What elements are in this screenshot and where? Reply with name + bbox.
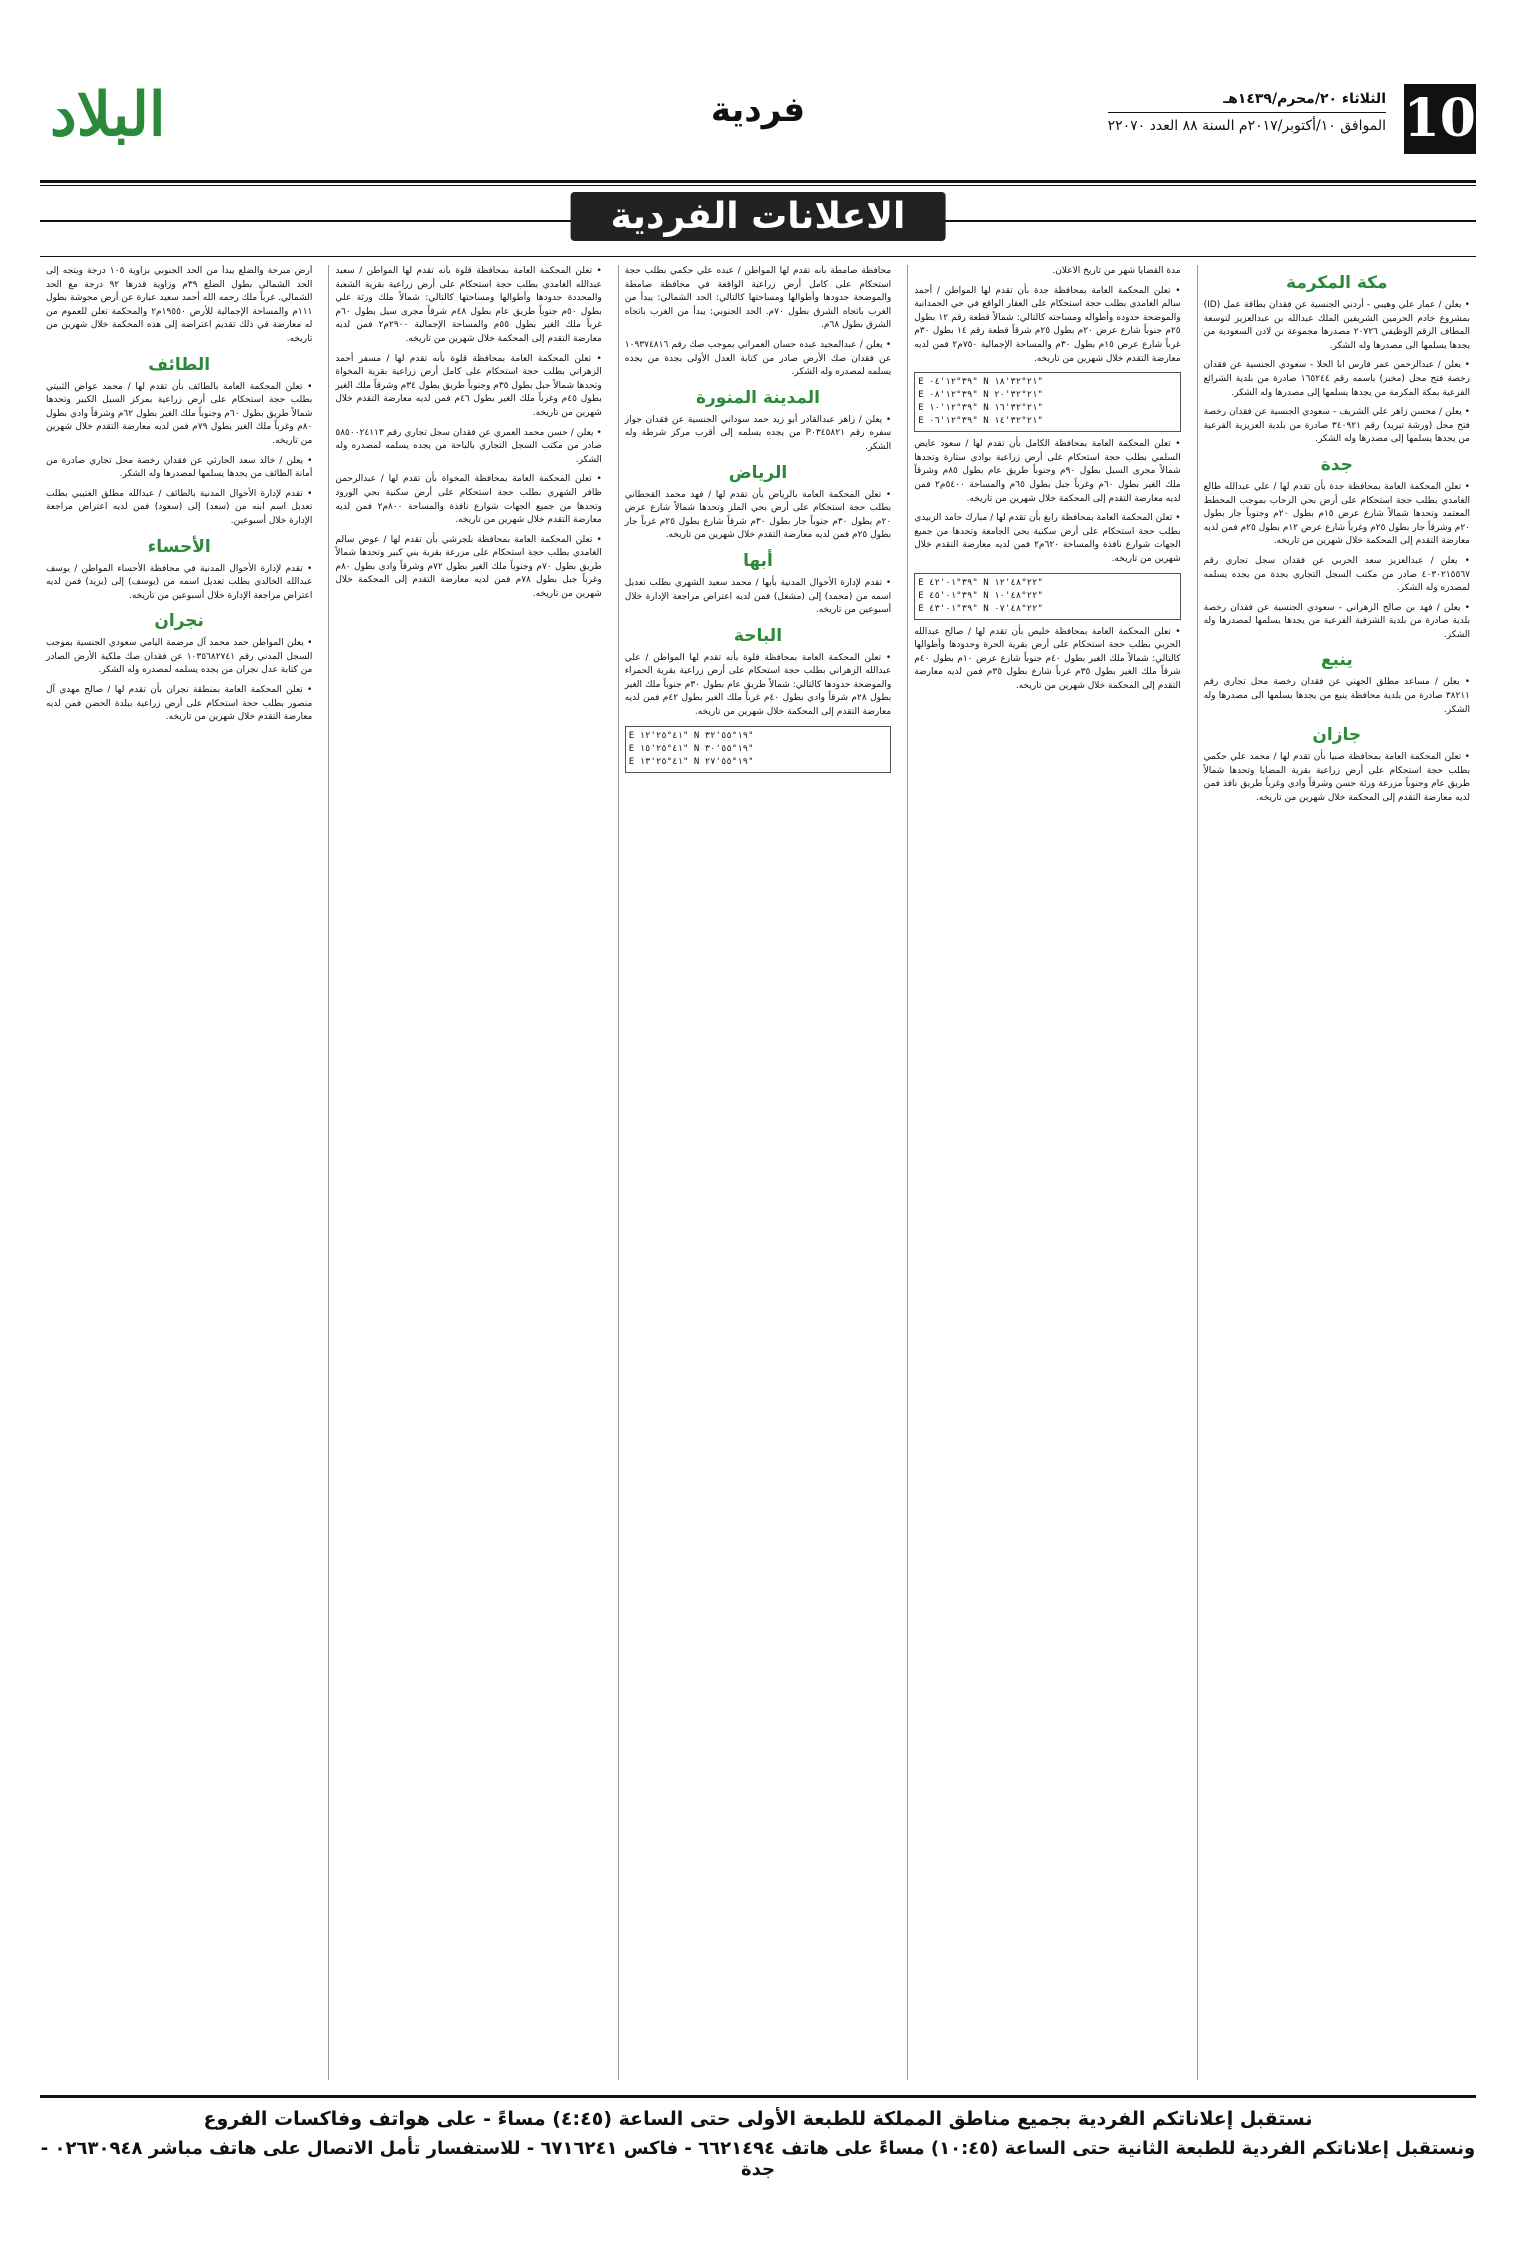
ad-paragraph: أرض مبرحة والضلع يبدأ من الحد الجنوبي بزاوية ١٠٥ درجة ويتجه إلى الحد الشمالي بطول الضلع ٣٩م وزاوية قدرها ٩٢ درجة مع الحد الشمالي. غرباً ملك رحمه الله أحمد سعيد عبارة عن أرض محوشة بطول ١١١م والمساحة الإجمالية للأرض ١٩٥٥٠م٢ والمحكمة تعلن للعموم من له معارضة في ذلك تقديم اعتراضه إلى هذه المحكمة خلال شهرين من تاريخه. bbox=[45, 266, 313, 344]
ad-paragraph: • تعلن المحكمة العامة بمحافظة خليص بأن تقدم لها / صالح عبدالله الحربي بطلب حجة استحكام على أرض بقرية الحرة وحدودها وأطوالها كالتالي: شمالاً ملك الغير بطول ٤٠م جنوباً شارع عرض ١٠م بطول ٤٠م شرقاً ملك الغير بطول ٣٥م غرباً شارع بطول ٣٥م فمن لديه معارضة التقدم إلى المحكمة خلال شهرين من تاريخه. bbox=[914, 626, 1181, 691]
coordinates-table: E ٣٩°١٢'٠٤" N ٢١°٣٢'١٨" E ٣٩°١٢'٠٨" N ٢١°٣٢'٢٠" E ٣٩°١٢'١٠" N ٢١°٣٢'١٦" E ٣٩°١٢'٠٦" N ٢١°٣٢'١٤" bbox=[914, 372, 1180, 432]
ad-paragraph: • تعلن المحكمة العامة بمحافظة جدة بأن تقدم لها / علي عبدالله طالع الغامدي بطلب حجة استحكام على أرض بحي الرحاب بموجب المخطط المعتمد وتحدها شمالاً شارع عرض ١٥م بطول ٢٠م وجنوباً جار بطول ٢٠م وشرقاً جار بطول ٢٥م وغرباً شارع عرض ١٢م بطول ٢٥م فمن لديه معارضة التقدم إلى المحكمة خلال شهرين من تاريخه. bbox=[1203, 481, 1470, 547]
newspaper-logo: البلاد bbox=[50, 80, 166, 150]
issue-date-hijri: الثلاثاء ٢٠/محرم/١٤٣٩هـ bbox=[1223, 91, 1386, 107]
ad-paragraph: • تعلن المحكمة العامة بمحافظة الكامل بأن تقدم لها / سعود عايض السلمي بطلب حجة استحكام على أرض زراعية بوادي ستارة وتحدها شمالاً مجرى السيل بطول ٩٠م وجنوباً طريق عام بطول ٨٥م وشرقاً ملك الغير بطول ٦٠م وغرباً جبل بطول ٦٥م والمساحة ٥٤٠٠م٢ فمن لديه معارضة التقدم إلى المحكمة خلال شهرين من تاريخه. bbox=[914, 439, 1181, 504]
ad-paragraph: • تقدم لإدارة الأحوال المدنية في محافظة الأحساء المواطن / يوسف عبدالله الخالدي بطلب تعديل اسمه من (يوسف) إلى (يزيد) فمن لديه اعتراض مراجعة الإدارة خلال أسبوعين من تاريخه. bbox=[45, 563, 313, 601]
city-heading: الأحساء bbox=[147, 536, 211, 557]
page-header bbox=[40, 70, 1476, 183]
city-heading: جازان bbox=[1312, 725, 1362, 746]
ad-paragraph: • تعلن المحكمة العامة بمحافظة رابغ بأن تقدم لها / مبارك حامد الزبيدي بطلب حجة استحكام على أرض سكنية بحي الجامعة وتحدها من جميع الجهات شوارع نافذة والمساحة ٦٢٠م٢ فمن لديه معارضة التقدم خلال شهرين من تاريخه. bbox=[914, 513, 1181, 564]
page-footer bbox=[40, 2095, 1476, 2180]
city-heading: الرياض bbox=[728, 462, 788, 483]
ad-paragraph: • تعلن المحكمة العامة بالطائف بأن تقدم لها / محمد عواض الثبيتي بطلب حجة استحكام على أرض زراعية بمركز السيل الكبير وتحدها شمالاً طريق بطول ٦٠م وجنوباً ملك الغير بطول ٦٢م وشرقاً وادي بطول ٨٠م وغرباً ملك الغير بطول ٧٩م فمن لديه معارضة التقدم خلال شهرين من تاريخه. bbox=[45, 381, 313, 446]
city-heading: الباحة bbox=[733, 625, 783, 646]
ad-paragraph: • تعلن المحكمة العامة بمحافظة قلوة بأنه تقدم لها المواطن / علي عبدالله الزهراني بطلب حجة استحكام على أرض زراعية بقرية الحمراء والموضحة حدودها كالتالي: شمالاً طريق عام بطول ٣٠م جنوباً ملك الغير بطول ٢٨م شرقاً وادي بطول ٤٠م غرباً ملك الغير بطول ٤٢م فمن لديه معارضة التقدم إلى المحكمة خلال شهرين من تاريخه. bbox=[624, 652, 892, 718]
city-heading: جدة bbox=[1320, 454, 1353, 475]
ad-paragraph: • تعلن المحكمة العامة بمحافظة جدة بأن تقدم لها المواطن / أحمد سالم الغامدي بطلب حجة استحكام على العقار الواقع في حي الحمدانية والموضحة حدوده وأطواله ومساحته كالتالي: شمالاً قطعة رقم ١٢ بطول ٢٥م جنوباً شارع عرض ٢٠م بطول ٢٥م شرقاً قطعة رقم ١٤ بطول ٣٠م غرباً شارع عرض ١٥م بطول ٣٠م والمساحة الإجمالية ٧٥٠م٢ فمن لديه معارضة التقدم خلال شهرين من تاريخه. bbox=[914, 285, 1181, 364]
ad-paragraph: • تعلن المحكمة العامة بمحافظة قلوة بأنه تقدم لها المواطن / سعيد عبدالله الغامدي بطلب حجة استحكام على أرض زراعية بقرية الشعبة والمحددة حدودها وأطوالها ومساحتها كالتالي: شمالاً ملك ورثة علي بطول ٥٠م جنوباً طريق عام بطول ٤٨م شرقاً مجرى سيل بطول ٦٠م غرباً ملك الغير بطول ٥٥م والمساحة الإجمالية ٢٩٠٠م٢ فمن لديه معارضة التقدم إلى المحكمة خلال شهرين من تاريخه. bbox=[335, 266, 602, 344]
ad-paragraph: • تعلن المحكمة العامة بمحافظة المخواة بأن تقدم لها / عبدالرحمن ظافر الشهري بطلب حجة استحكام على أرض سكنية بحي الورود وتحدها من جميع الجهات شوارع نافذة والمساحة ٨٠٠م٢ فمن لديه معارضة التقدم خلال شهرين من تاريخه. bbox=[335, 474, 602, 526]
city-heading: أبها bbox=[743, 550, 773, 571]
ad-paragraph: • يعلن / عبدالرحمن عمر فارس ابا الحلا - سعودي الجنسية عن فقدان رخصة فتح محل (مخبز) باسمه رقم ١٦٥٢٤٤ صادرة من بلدية الشرائع الفرعية بمكة المكرمة من يجدها يسلمها إلى مصدرها وله الشكر. bbox=[1203, 360, 1470, 398]
column-3 bbox=[618, 265, 897, 2080]
ad-paragraph: • يعلن / فهد بن صالح الزهراني - سعودي الجنسية عن فقدان رخصة بلدية صادرة من بلدية الشرفية الفرعية من يجدها يسلمها لمصدرها وله الشكر. bbox=[1203, 602, 1470, 640]
ad-paragraph: • يعلن / خالد سعد الحارثي عن فقدان رخصة محل تجاري صادرة من أمانة الطائف من يجدها يسلمها لمصدرها وله الشكر. bbox=[45, 455, 313, 480]
coordinates-table: E ٤١°٢٥'١٢" N ١٩°٥٥'٣٢" E ٤١°٢٥'١٥" N ١٩°٥٥'٣٠" E ٤١°٢٥'١٣" N ١٩°٥٥'٢٧" bbox=[625, 726, 891, 773]
ad-paragraph: • تعلن المحكمة العامة بمنطقة نجران بأن تقدم لها / صالح مهدي آل منصور بطلب حجة استحكام على أرض زراعية ببلدة الحضن فمن لديه معارضة التقدم خلال شهرين من تاريخه. bbox=[45, 685, 313, 723]
ad-paragraph: • يعلن / عبدالعزيز سعد الحربي عن فقدان سجل تجاري رقم ٤٠٣٠٢١٥٥٦٧ صادر من مكتب السجل التجاري بجدة من يجده يسلمه لمصدره وله الشكر. bbox=[1203, 555, 1470, 594]
column-4 bbox=[328, 265, 607, 2080]
ad-paragraph: • تعلن المحكمة العامة بمحافظة قلوة بأنه تقدم لها / مسفر أحمد الزهراني بطلب حجة استحكام على كامل أرض زراعية بقرية المخواة وتحدها شمالاً جبل بطول ٣٥م وجنوباً طريق بطول ٣٤م وشرقاً ملك الغير بطول ٤٥م وغرباً ملك الغير بطول ٤٦م فمن لديه معارضة التقدم خلال شهرين من تاريخه. bbox=[335, 353, 602, 418]
ad-paragraph: • تعلن المحكمة العامة بمحافظة بلجرشي بأن تقدم لها / عوض سالم الغامدي بطلب حجة استحكام على مزرعة بقرية بني كبير وتحدها شمالاً طريق بطول ٧٠م وجنوباً ملك الغير بطول ٧٢م وشرقاً وادي بطول ٨٠م وغرباً جبل بطول ٧٨م فمن لديه معارضة التقدم إلى المحكمة خلال شهرين من تاريخه. bbox=[335, 534, 602, 600]
column-5 bbox=[40, 265, 318, 2080]
ad-paragraph: • تقدم لإدارة الأحوال المدنية بأبها / محمد سعيد الشهري بطلب تعديل اسمه من (محمد) إلى (مشعل) فمن لديه اعتراض مراجعة الإدارة خلال أسبوعين من تاريخه. bbox=[624, 577, 892, 616]
ad-paragraph: • يعلن / زاهر عبدالقادر أبو زيد حمد سوداني الجنسية عن فقدان جواز سفره رقم P٠٣٤٥٨٢١ من يجده يسلمه إلى أقرب مركز شرطة وله الشكر. bbox=[624, 414, 892, 452]
ad-paragraph: مدة القضايا شهر من تاريخ الاعلان. bbox=[1052, 266, 1181, 276]
ad-paragraph: • تعلن المحكمة العامة بمحافظة صبيا بأن تقدم لها / محمد علي حكمي بطلب حجة استحكام على أرض زراعية بقرية المضايا وتحدها شمالاً طريق عام وجنوباً مزرعة ورثة حسن وشرقاً وادي وغرباً طريق نافذ فمن لديه معارضة التقدم إلى المحكمة خلال شهرين من تاريخه. bbox=[1203, 752, 1470, 804]
ad-paragraph: • يعلن / محسن زاهر علي الشريف - سعودي الجنسية عن فقدان رخصة فتح محل (ورشة تبريد) رقم ٣٤٠٩٢١ صادرة من بلدية العزيزية الفرعية من يجدها يسلمها إلى مصدرها وله الشكر. bbox=[1203, 407, 1470, 445]
ads-columns bbox=[40, 265, 1476, 2080]
ad-paragraph: • يعلن / عمار علي وهيبي - أردني الجنسية عن فقدان بطاقة عمل (ID) بمشروع خادم الحرمين الشريفين الملك عبدالله بن عبدالعزيز لتوسعة المطاف الرقم الوظيفي ٢٠٧٢٦ مصدرها مجموعة بن لادن السعودية من يجدها يسلمها الى مصدرها وله الشكر. bbox=[1203, 300, 1471, 351]
column-2 bbox=[907, 265, 1186, 2080]
ad-paragraph: • يعلن / مساعد مطلق الجهني عن فقدان رخصة محل تجاري رقم ٣٨٢١١ صادرة من بلدية محافظة ينبع من يجدها يسلمها الى مصدرها وله الشكر. bbox=[1203, 677, 1470, 715]
city-heading: نجران bbox=[154, 611, 204, 632]
city-heading: ينبع bbox=[1320, 650, 1353, 671]
city-heading: مكة المكرمة bbox=[1286, 273, 1388, 293]
column-1 bbox=[1197, 265, 1476, 2080]
ads-banner bbox=[40, 185, 1476, 257]
ad-paragraph: • يعلن / عبدالمجيد عبده حسان العمراني بموجب صك رقم ١٠٩٣٧٤٨١٦ عن فقدان صك الأرض صادر من كتابة العدل الأولى بجدة من يجده يسلمه لمصدره وله الشكر. bbox=[624, 339, 892, 378]
city-heading: الطائف bbox=[148, 354, 211, 375]
city-heading: المدينة المنورة bbox=[695, 387, 820, 408]
ad-paragraph: • يعلن / حسن محمد العمري عن فقدان سجل تجاري رقم ٥٨٥٠٠٢٤١١٣ صادر من مكتب السجل التجاري بالباحة من يجده يسلمه لمصدره وله الشكر. bbox=[335, 427, 602, 465]
ad-paragraph: • يعلن المواطن حمد محمد آل مرضمة اليامي سعودي الجنسية بموجب السجل المدني رقم ١٠٣٥٦٨٢٧٤١ عن فقدان صك ملكية الأرض الصادر من كتابة عدل نجران من يجده يسلمه لمصدره وله الشكر. bbox=[45, 638, 313, 676]
ad-paragraph: • تقدم لإدارة الأحوال المدنية بالطائف / عبدالله مطلق العتيبي بطلب تعديل اسم ابنه من (سعد) إلى (سعود) فمن لديه اعتراض مراجعة الإدارة خلال أسبوعين. bbox=[45, 488, 313, 526]
section-title: فردية bbox=[710, 90, 806, 130]
page-number: 10 bbox=[1404, 84, 1476, 154]
issue-date-gregorian: الموافق ١٠/أكتوبر/٢٠١٧م السنة ٨٨ العدد ٢٢٠٧٠ bbox=[1108, 112, 1386, 139]
ad-paragraph: محافظة صامطة بأنه تقدم لها المواطن / عبده علي حكمي بطلب حجة استحكام على كامل أرض زراعية الواقعة في محافظة صامطة والموضحة حدودها وأطوالها ومساحتها كالتالي: الحد الشمالي: يبدأ من الغرب باتجاه الشرق بطول ٧٠م. الحد الجنوبي: يبدأ من الغرب باتجاه الشرق بطول ٦٨م. bbox=[624, 266, 892, 331]
footer-line-2: ونستقبل إعلاناتكم الفردية للطبعة الثانية حتى الساعة (١٠:٤٥) مساءً على هاتف ٦٦٢١٤٩٤ - فاكس ٦٧١٦٢٤١ - للاستفسار تأمل الاتصال على هاتف مباشر ٠٢٦٣٠٩٤٨ - جدة bbox=[40, 2138, 1476, 2180]
footer-line-1: نستقبل إعلاناتكم الفردية بجميع مناطق المملكة للطبعة الأولى حتى الساعة (٤:٤٥) مساءً - على هواتف وفاكسات الفروع bbox=[203, 2108, 1313, 2130]
banner-title: الاعلانات الفردية bbox=[571, 192, 946, 241]
coordinates-table: E ٣٩°٠١'٤٢" N ٢٢°٤٨'١٢" E ٣٩°٠١'٤٥" N ٢٢°٤٨'١٠" E ٣٩°٠١'٤٣" N ٢٢°٤٨'٠٧" bbox=[914, 573, 1180, 620]
ad-paragraph: • تعلن المحكمة العامة بالرياض بأن تقدم لها / فهد محمد القحطاني بطلب حجة استحكام على أرض بحي الملز وتحدها شمالاً شارع عرض ٢٠م بطول ٣٠م جنوباً جار بطول ٣٠م شرقاً شارع بطول ٢٥م غرباً جار بطول ٢٥م فمن لديه معارضة التقدم خلال شهرين من تاريخه. bbox=[624, 489, 892, 541]
